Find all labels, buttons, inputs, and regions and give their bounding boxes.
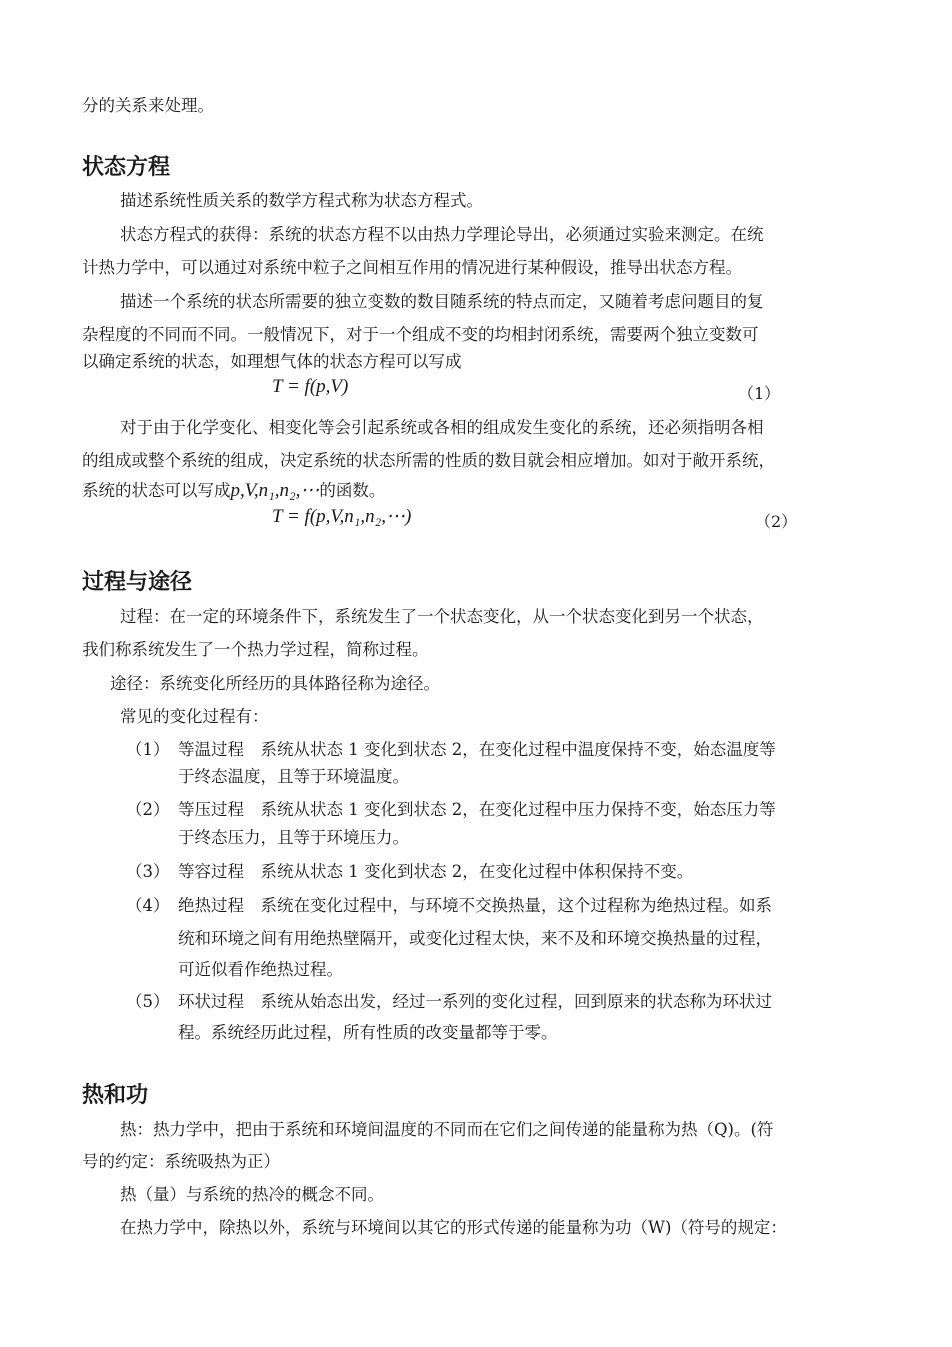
- equation-number-2: （2）: [755, 512, 798, 531]
- paragraph-line: 描述一个系统的状态所需要的独立变数的数目随系统的特点而定，又随着考虑问题目的复: [120, 292, 764, 311]
- paragraph-line: 描述系统性质关系的数学方程式称为状态方程式。: [120, 191, 483, 210]
- text-line: 分的关系来处理。: [82, 96, 214, 115]
- list-item-text: 可近似看作绝热过程。: [178, 960, 343, 979]
- section-heading-heat-work: 热和功: [82, 1083, 149, 1108]
- list-item-text: 统和环境之间有用绝热壁隔开，或变化过程太快，来不及和环境交换热量的过程，: [178, 929, 772, 948]
- inline-math: p,V,n₁,n₂,⋯: [230, 480, 320, 501]
- section-heading-process-path: 过程与途径: [82, 570, 193, 595]
- list-item-text: 程。系统经历此过程，所有性质的改变量都等于零。: [178, 1023, 558, 1042]
- paragraph-line: 的组成或整个系统的组成，决定系统的状态所需的性质的数目就会相应增加。如对于敞开系统，: [82, 451, 775, 470]
- list-item-text: 等压过程 系统从状态 1 变化到状态 2，在变化过程中压力保持不变，始态压力等: [178, 800, 776, 819]
- section-heading-state-equation: 状态方程: [82, 155, 171, 180]
- list-item-text: 等温过程 系统从状态 1 变化到状态 2，在变化过程中温度保持不变，始态温度等: [178, 740, 776, 759]
- paragraph-line: 以确定系统的状态，如理想气体的状态方程可以写成: [82, 352, 462, 371]
- list-item-number: （1）: [126, 740, 170, 759]
- paragraph-line: 热（量）与系统的热冷的概念不同。: [120, 1185, 384, 1204]
- paragraph-line: 计热力学中，可以通过对系统中粒子之间相互作用的情况进行某种假设，推导出状态方程。: [82, 258, 742, 277]
- paragraph-line: [82, 481, 385, 501]
- paragraph-line: 杂程度的不同而不同。一般情况下，对于一个组成不变的均相封闭系统，需要两个独立变数可: [82, 325, 759, 344]
- list-item-number: （3）: [126, 862, 170, 881]
- list-item-text: 于终态压力，且等于环境压力。: [178, 828, 409, 847]
- paragraph-line: 号的约定：系统吸热为正）: [82, 1152, 280, 1171]
- list-item-text: 于终态温度，且等于环境温度。: [178, 767, 409, 786]
- equation-number-1: （1）: [738, 384, 781, 403]
- paragraph-line: 常见的变化过程有：: [120, 707, 269, 726]
- paragraph-line: 对于由于化学变化、相变化等会引起系统或各相的组成发生变化的系统，还必须指明各相: [120, 418, 764, 437]
- paragraph-line: 途径：系统变化所经历的具体路径称为途径。: [110, 674, 440, 693]
- list-item-number: （4）: [126, 896, 170, 915]
- equation-2: T = f(p,V,n₁,n₂,⋯): [272, 506, 412, 527]
- text-span: 的函数。: [319, 481, 386, 500]
- paragraph-line: 过程：在一定的环境条件下，系统发生了一个状态变化，从一个状态变化到另一个状态，: [120, 607, 764, 626]
- text-span: 系统的状态可以写成: [82, 481, 231, 500]
- list-item-number: （5）: [126, 992, 170, 1011]
- equation-1: T = f(p,V): [272, 376, 349, 397]
- paragraph-line: 我们称系统发生了一个热力学过程，简称过程。: [82, 640, 429, 659]
- list-item-number: （2）: [126, 800, 170, 819]
- list-item-text: 绝热过程 系统在变化过程中，与环境不交换热量，这个过程称为绝热过程。如系: [178, 896, 772, 915]
- list-item-text: 等容过程 系统从状态 1 变化到状态 2，在变化过程中体积保持不变。: [178, 862, 694, 881]
- paragraph-line: 热：热力学中，把由于系统和环境间温度的不同而在它们之间传递的能量称为热（Q)。(符: [120, 1120, 774, 1139]
- paragraph-line: 状态方程式的获得：系统的状态方程不以由热力学理论导出，必须通过实验来测定。在统: [120, 225, 764, 244]
- list-item-text: 环状过程 系统从始态出发，经过一系列的变化过程，回到原来的状态称为环状过: [178, 992, 772, 1011]
- paragraph-line: 在热力学中，除热以外，系统与环境间以其它的形式传递的能量称为功（W)（符号的规定：: [120, 1218, 787, 1237]
